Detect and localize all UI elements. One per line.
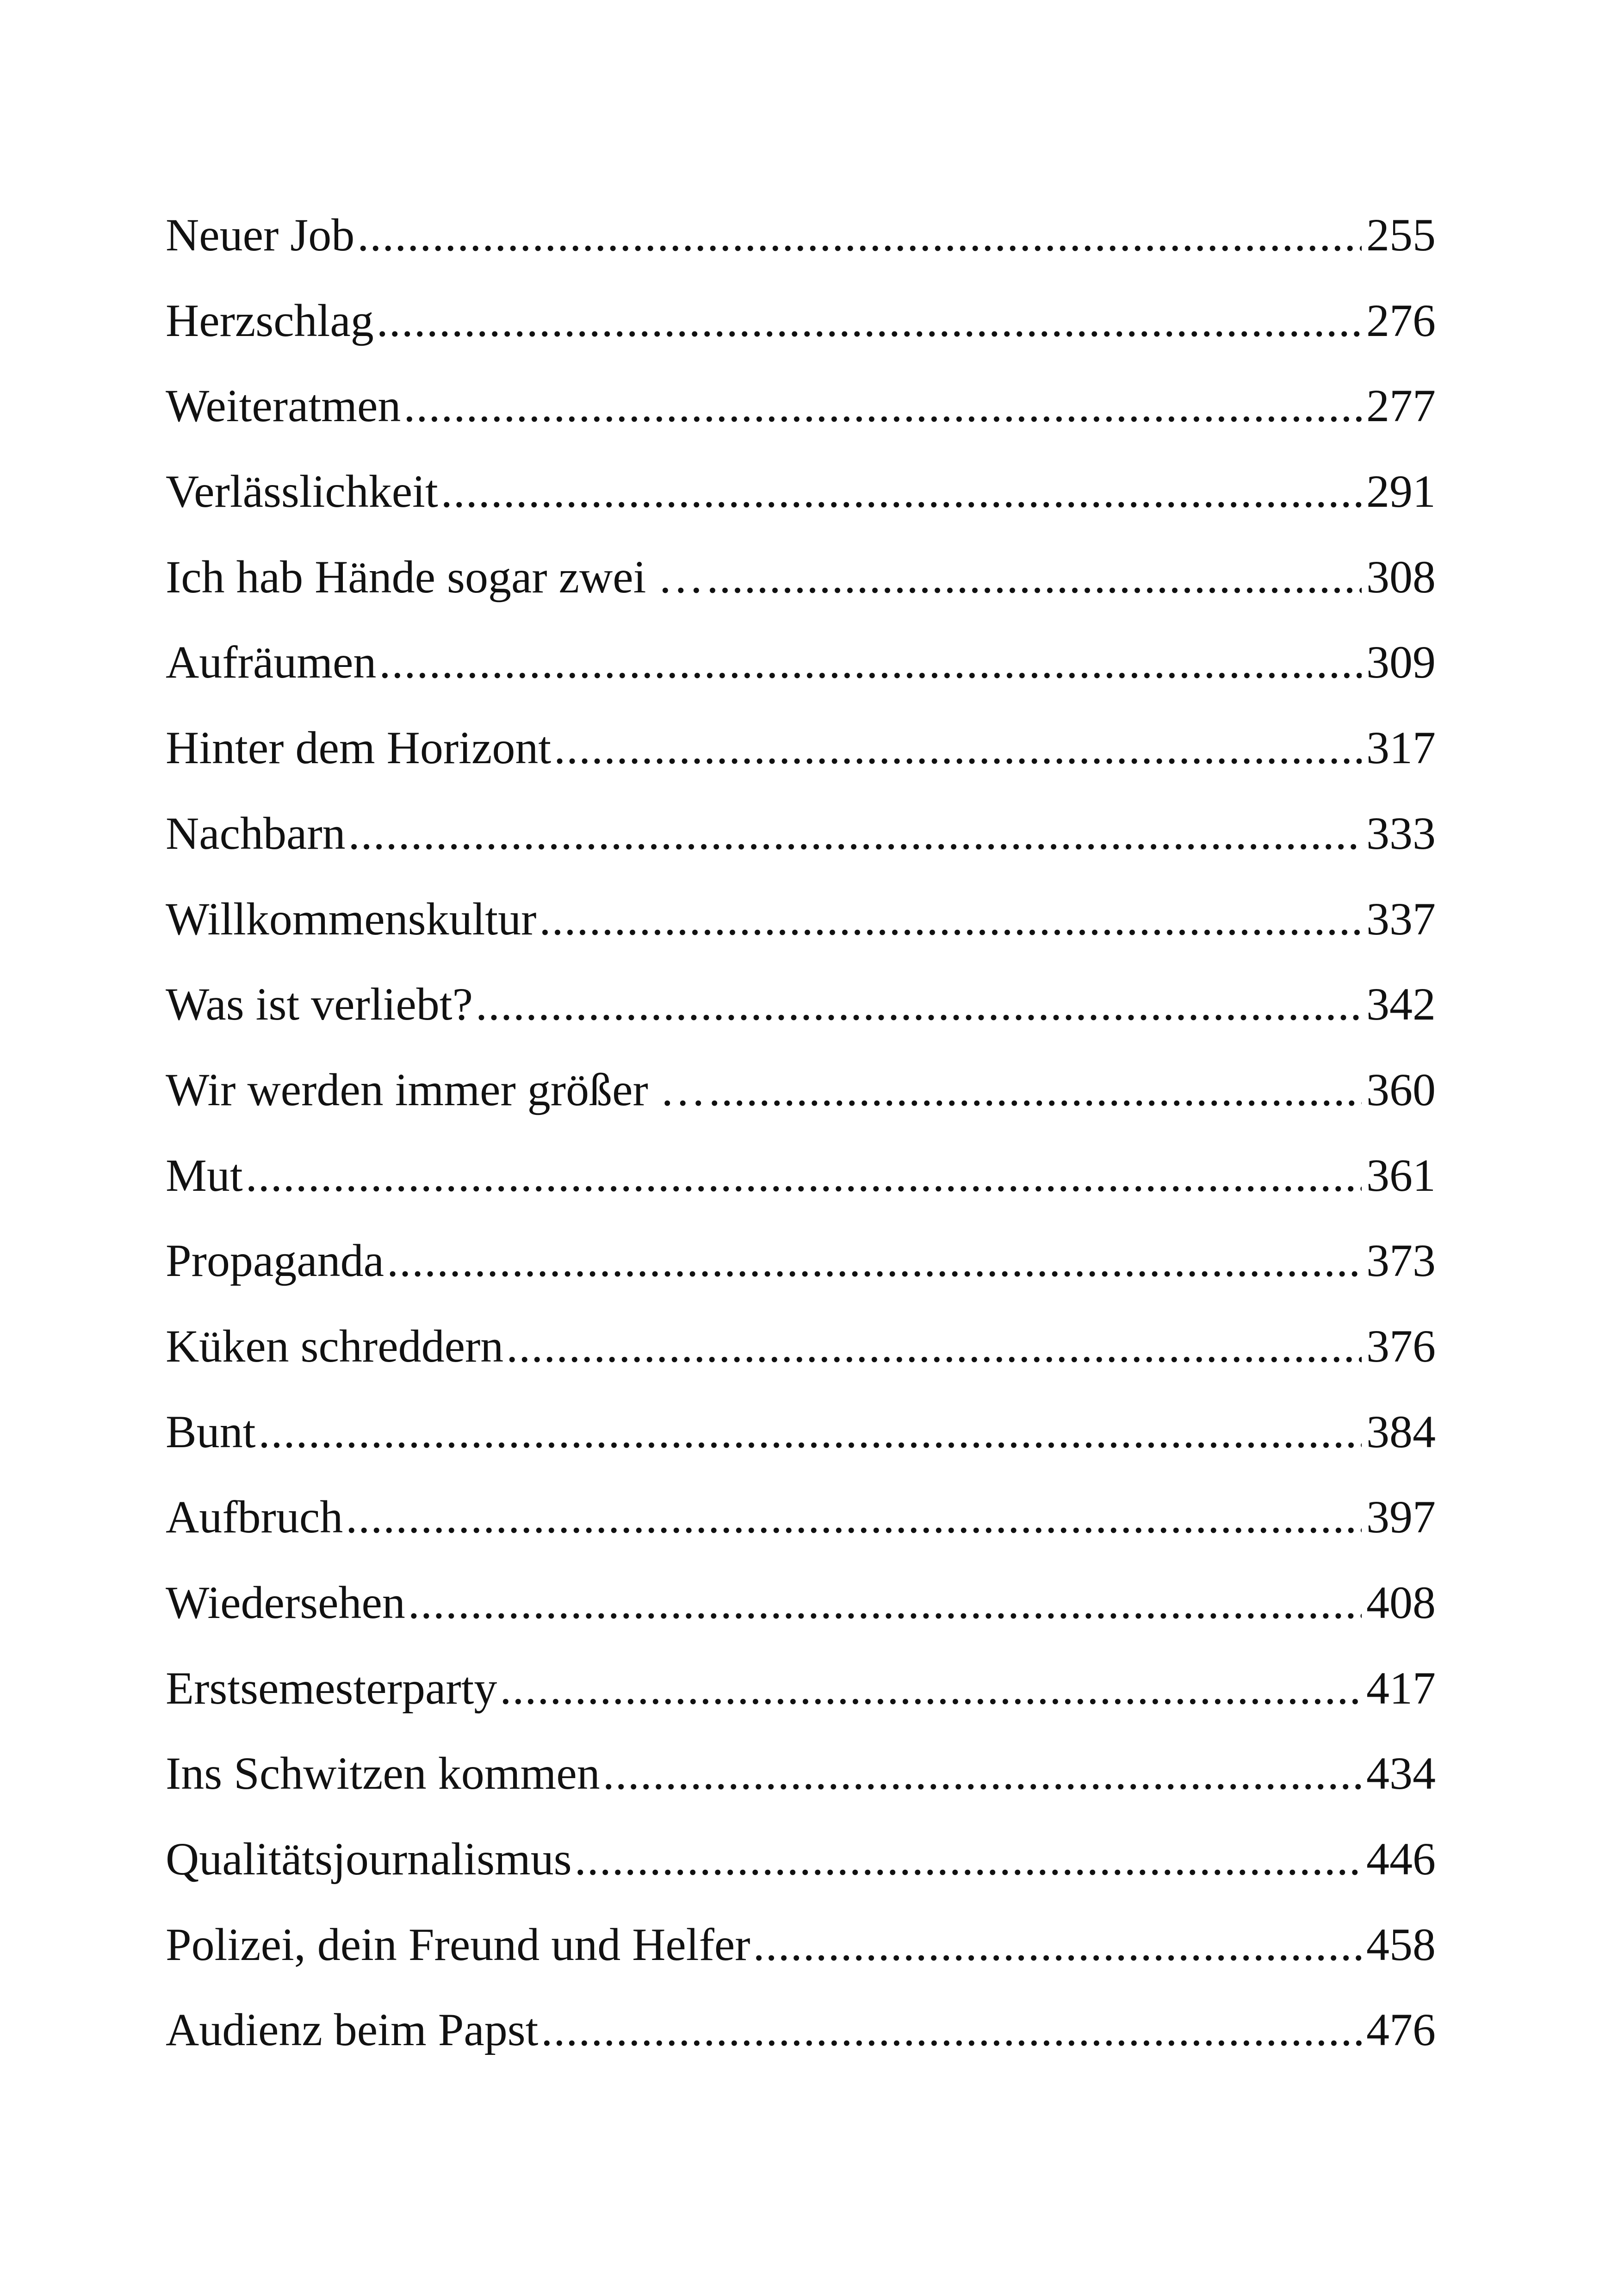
toc-entry-title: Wir werden immer größer … — [166, 1064, 706, 1115]
toc-entry — [166, 806, 1436, 891]
toc-entry-page-number: 376 — [1366, 1320, 1436, 1372]
toc-entry-page-number: 408 — [1366, 1577, 1436, 1628]
toc-entry-page-number: 337 — [1366, 893, 1436, 945]
toc-entry-page-number: 291 — [1366, 466, 1436, 517]
toc-entry — [166, 293, 1436, 379]
toc-entry — [166, 1404, 1436, 1490]
toc-entry-title: Verlässlichkeit — [166, 466, 438, 517]
toc-entry-title: Aufbruch — [166, 1491, 343, 1543]
toc-entry-page-number: 308 — [1366, 551, 1436, 603]
toc-entry-title: Ich hab Hände sogar zwei … — [166, 551, 704, 603]
toc-entry-page-number: 317 — [1366, 722, 1436, 774]
dot-leader — [379, 635, 1362, 690]
dot-leader — [554, 720, 1362, 776]
toc-entry-title: Weiteratmen — [166, 380, 401, 432]
dot-leader — [541, 2002, 1362, 2058]
toc-entry — [166, 207, 1436, 293]
toc-entry — [166, 1148, 1436, 1233]
toc-entry-title: Polizei, dein Freund und Helfer — [166, 1918, 750, 1970]
dot-leader — [246, 1148, 1362, 1203]
toc-entry-title: Hinter dem Horizont — [166, 722, 552, 774]
toc-entry-page-number: 333 — [1366, 807, 1436, 859]
toc-entry-page-number: 384 — [1366, 1406, 1436, 1457]
toc-entry-title: Küken schreddern — [166, 1320, 504, 1372]
dot-leader — [441, 464, 1362, 519]
dot-leader — [575, 1831, 1362, 1887]
dot-leader — [408, 1575, 1362, 1630]
toc-entry-page-number: 446 — [1366, 1833, 1436, 1885]
dot-leader — [377, 293, 1362, 348]
toc-entry — [166, 1062, 1436, 1148]
toc-entry — [166, 1319, 1436, 1404]
toc-entry-page-number: 361 — [1366, 1149, 1436, 1201]
toc-entry-page-number: 342 — [1366, 978, 1436, 1030]
toc-entry-page-number: 417 — [1366, 1662, 1436, 1714]
dot-leader — [603, 1746, 1362, 1801]
toc-entry-title: Herzschlag — [166, 294, 374, 346]
toc-entry-title: Bunt — [166, 1406, 256, 1457]
toc-entry-page-number: 276 — [1366, 294, 1436, 346]
toc-entry-page-number: 458 — [1366, 1918, 1436, 1970]
dot-leader — [357, 207, 1362, 263]
toc-entry-title: Nachbarn — [166, 807, 346, 859]
toc-entry-page-number: 397 — [1366, 1491, 1436, 1543]
toc-entry-page-number: 476 — [1366, 2004, 1436, 2056]
toc-entry — [166, 891, 1436, 977]
toc-entry-page-number: 434 — [1366, 1748, 1436, 1799]
dot-leader — [707, 549, 1362, 605]
toc-entry-title: Audienz beim Papst — [166, 2004, 539, 2056]
toc-entry — [166, 1233, 1436, 1319]
toc-entry — [166, 1831, 1436, 1917]
toc-entry — [166, 378, 1436, 464]
toc-entry-title: Mut — [166, 1149, 243, 1201]
dot-leader — [348, 806, 1362, 861]
toc-entry — [166, 1489, 1436, 1575]
toc-entry-title: Willkommenskultur — [166, 893, 537, 945]
dot-leader — [753, 1917, 1362, 1972]
toc-entry — [166, 1575, 1436, 1661]
dot-leader — [539, 891, 1362, 947]
toc-entry-title: Was ist verliebt? — [166, 978, 473, 1030]
toc-entry — [166, 635, 1436, 720]
toc-entry — [166, 2002, 1436, 2088]
dot-leader — [387, 1233, 1362, 1288]
toc-entry-page-number: 373 — [1366, 1235, 1436, 1287]
toc-entry — [166, 1746, 1436, 1831]
toc-entry-page-number: 309 — [1366, 636, 1436, 688]
toc-entry-title: Ins Schwitzen kommen — [166, 1748, 600, 1799]
dot-leader — [709, 1062, 1362, 1118]
toc-entry — [166, 549, 1436, 635]
dot-leader — [346, 1489, 1362, 1545]
table-of-contents — [166, 207, 1436, 2088]
toc-entry-title: Erstsemesterparty — [166, 1662, 497, 1714]
toc-entry — [166, 977, 1436, 1062]
dot-leader — [506, 1319, 1362, 1374]
toc-entry-page-number: 255 — [1366, 209, 1436, 261]
toc-entry-page-number: 360 — [1366, 1064, 1436, 1115]
toc-entry-title: Propaganda — [166, 1235, 384, 1287]
dot-leader — [258, 1404, 1362, 1460]
toc-entry-title: Aufräumen — [166, 636, 377, 688]
toc-entry-title: Neuer Job — [166, 209, 355, 261]
dot-leader — [476, 977, 1362, 1032]
toc-entry — [166, 1661, 1436, 1746]
toc-entry-page-number: 277 — [1366, 380, 1436, 432]
toc-entry — [166, 720, 1436, 806]
dot-leader — [500, 1661, 1362, 1716]
toc-entry — [166, 464, 1436, 549]
toc-entry-title: Wiedersehen — [166, 1577, 405, 1628]
dot-leader — [403, 378, 1362, 434]
toc-entry — [166, 1917, 1436, 2003]
toc-entry-title: Qualitätsjournalismus — [166, 1833, 572, 1885]
